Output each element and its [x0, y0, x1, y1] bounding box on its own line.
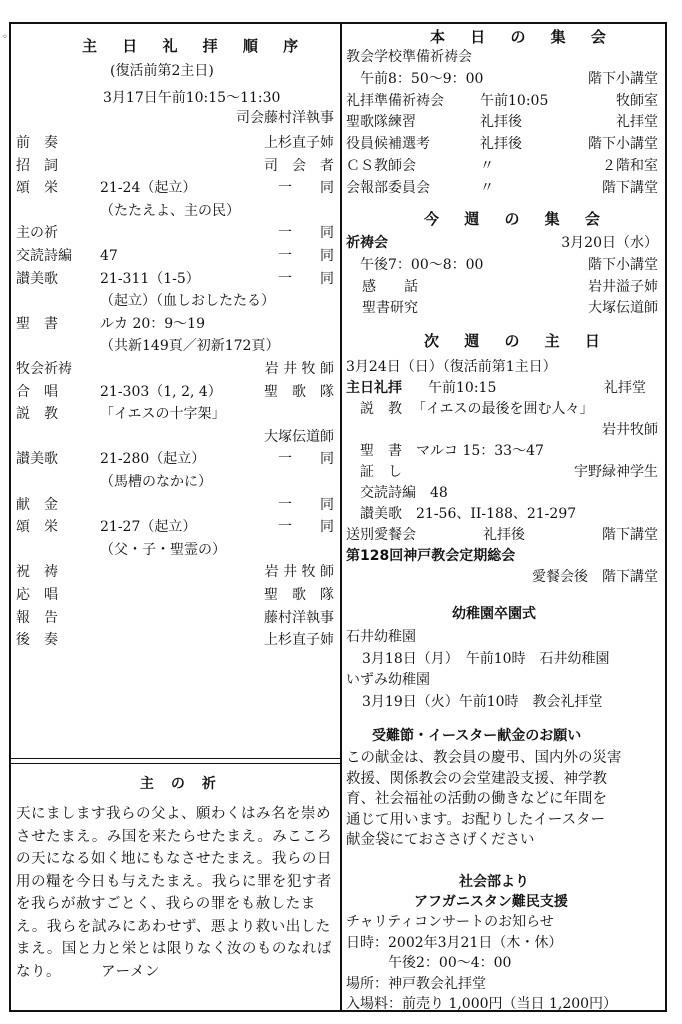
today-row-left: 礼拝準備祈祷会 — [346, 92, 444, 109]
column-divider — [340, 22, 342, 1012]
offering-line: 献金袋にておささげください — [346, 832, 535, 848]
social-line: 場所：神戸教会礼拝堂 — [346, 975, 486, 992]
prayer-amen: アーメン — [101, 963, 160, 980]
today-row-left: 会報部委員会 — [346, 179, 430, 196]
order-presider: 司会藤村洋執事 — [236, 110, 334, 126]
next-testimony-label: 証 し — [360, 464, 402, 480]
next-date: 3月24日（日）（復活前第1主日） — [346, 359, 557, 375]
order-item-label: 頌 栄 — [16, 180, 58, 197]
next-hymns: 讃美歌 21-56、II-188、21-297 — [360, 506, 577, 522]
today-row-left: 午前8：50〜9：00 — [346, 70, 484, 87]
order-item-detail: 47 — [100, 248, 118, 264]
social-subtitle: アフガニスタン難民支援 — [414, 894, 568, 910]
order-item-label: 讃美歌 — [16, 270, 58, 287]
order-subtitle: (復活前第2主日) — [110, 63, 214, 79]
order-item-person: 上杉直子姉 — [264, 135, 334, 151]
next-general-meeting-time: 愛餐会後 階下講堂 — [532, 569, 658, 585]
kindergarten-row: 3月18日（月） 午前10時 石井幼稚園 — [362, 650, 610, 667]
order-item-detail: 21-311（1-5） — [100, 270, 200, 287]
next-farewell-place: 階下講堂 — [602, 527, 658, 543]
order-item-person: 司 会 者 — [264, 157, 334, 174]
order-item-label: 合 唱 — [16, 383, 58, 400]
week-meeting: 祈祷会 — [346, 235, 388, 251]
week-row-left: 感 話 — [362, 279, 418, 295]
today-row-left: ＣＳ教師会 — [346, 158, 416, 174]
order-item-label: 前 奏 — [16, 135, 58, 151]
order-item-label: 招 詞 — [16, 157, 58, 174]
order-item-label: 応 唱 — [16, 587, 58, 603]
today-row-right: 階下小講堂 — [588, 70, 658, 87]
order-item-person: 一 同 — [278, 248, 334, 264]
offering-line: 育、社会福祉の活動の働きなどに年間を — [346, 791, 607, 807]
today-row-mid: 礼拝後 — [480, 114, 522, 131]
order-item-person: 大塚伝道師 — [264, 428, 334, 445]
today-row-left: 役員候補選考 — [346, 136, 430, 153]
today-row-mid: 礼拝後 — [480, 136, 522, 153]
today-row-left: 教会学校準備祈祷会 — [346, 49, 472, 65]
order-item-person: 岩 井 牧 師 — [264, 564, 334, 581]
order-item-person: 一 同 — [278, 519, 334, 536]
social-line: 入場料：前売り 1,000円（当日 1,200円） — [346, 996, 618, 1012]
order-item-person: 一 同 — [278, 496, 334, 513]
today-title: 本 日 の 集 会 — [430, 28, 616, 46]
next-worship-place: 礼拝堂 — [604, 380, 646, 396]
offering-line: 救援、関係教会の会堂建設支援、神学教 — [346, 770, 607, 787]
today-row-right: 牧師室 — [616, 92, 658, 109]
order-item-person: 上杉直子姉 — [264, 632, 334, 649]
order-item-detail: 21-24（起立） — [100, 180, 197, 197]
next-testimony-person: 宇野緑神学生 — [574, 464, 658, 480]
order-item-detail: （共新149頁／初新172頁） — [100, 338, 280, 355]
week-row-left: 聖書研究 — [362, 300, 418, 316]
order-item-detail: （起立）（血しおしたたる） — [100, 293, 275, 310]
order-item-person: 一 同 — [278, 225, 334, 242]
next-scripture: 聖 書 マルコ 15：33〜47 — [360, 443, 544, 459]
order-item-person: 藤村洋執事 — [264, 609, 334, 626]
order-item-detail: （馬槽のなかに） — [100, 474, 212, 490]
today-row-mid: 〃 — [480, 158, 494, 174]
order-item-label: 牧会祈祷 — [16, 361, 72, 377]
next-worship-time: 午前10:15 — [428, 380, 497, 396]
kindergarten-row: 3月19日（火）午前10時 教会礼拝堂 — [362, 693, 603, 710]
next-general-meeting: 第128回神戸教会定期総会 — [346, 548, 516, 564]
offering-line: 通じて用います。お配りしたイースター — [346, 811, 606, 828]
social-title: 社会部より — [459, 874, 529, 890]
week-title: 今 週 の 集 会 — [424, 210, 610, 228]
order-item-person: 岩 井 牧 師 — [264, 361, 334, 377]
prayer-title: 主 の 祈 — [140, 776, 222, 792]
order-item-label: 聖 書 — [16, 315, 58, 332]
order-item-label: 献 金 — [16, 496, 58, 513]
order-item-detail: 「イエスの十字架」 — [100, 406, 226, 423]
order-item-detail: 21-280（起立） — [100, 451, 206, 468]
next-title: 次 週 の 主 日 — [424, 332, 610, 350]
order-item-person: 聖 歌 隊 — [264, 383, 334, 400]
next-sermon-label: 説 教 — [360, 401, 402, 417]
order-item-label: 後 奏 — [16, 632, 58, 649]
order-item-label: 主の祈 — [16, 225, 58, 242]
order-item-detail: 21-303（1, 2, 4） — [100, 383, 222, 400]
social-line: 日時：2002年3月21日（木・休） — [346, 934, 563, 951]
week-date: 3月20日（水） — [561, 235, 658, 251]
kindergarten-row: いずみ幼稚園 — [346, 672, 430, 688]
today-row-right: ２階和室 — [602, 158, 658, 174]
social-line: 午後2：00〜4：00 — [346, 955, 512, 971]
order-item-person: 一 同 — [278, 270, 334, 287]
next-worship: 主日礼拝 — [346, 380, 402, 396]
order-item-detail: （たたえよ、主の民） — [100, 202, 240, 219]
kindergarten-row: 石井幼稚園 — [346, 629, 416, 645]
week-row-right: 岩井溢子姉 — [588, 279, 658, 295]
today-row-mid: 午前10:05 — [480, 92, 549, 109]
today-row-right: 階下小講堂 — [588, 136, 658, 153]
today-row-mid: 〃 — [480, 179, 494, 196]
section-divider — [9, 758, 342, 764]
next-psalm: 交読詩編 48 — [360, 485, 448, 501]
order-item-person: 聖 歌 隊 — [264, 587, 334, 603]
next-farewell-time: 礼拝後 — [483, 527, 525, 543]
today-row-left: 聖歌隊練習 — [346, 114, 416, 131]
order-item-person: 一 同 — [278, 451, 334, 468]
social-line: チャリティコンサートのお知らせ — [346, 914, 554, 930]
order-item-label: 祝 祷 — [16, 564, 58, 581]
today-row-right: 階下講堂 — [602, 179, 658, 196]
prayer-body: 天にまします我らの父よ、願わくはみ名を崇めさせたまえ。み国を来たらせたまえ。みこころの天になる如く地にもなさせたまえ。我らの日用の糧を今日も与えたまえ。我らに罪を犯す者を我らが赦すごとく、我らの罪をも赦したまえ。我らを試みにあわせず、悪より救い出したまえ。国と力と栄とは限りなく汝のものなればなり。 — [16, 806, 333, 980]
kindergarten-title: 幼稚園卒園式 — [452, 606, 536, 622]
corner-mark: ◦ — [2, 32, 8, 43]
next-preacher: 岩井牧師 — [602, 422, 658, 438]
order-item-label: 報 告 — [16, 609, 58, 626]
order-item-person: 一 同 — [278, 180, 334, 197]
next-farewell: 送別愛餐会 — [346, 527, 416, 543]
prayer-text — [16, 803, 336, 983]
order-item-label: 頌 栄 — [16, 519, 58, 536]
order-datetime: 3月17日午前10:15〜11:30 — [103, 90, 281, 106]
week-room: 階下小講堂 — [588, 257, 658, 273]
order-item-detail: （父・子・聖霊の） — [100, 541, 226, 558]
week-time: 午後7：00〜8：00 — [360, 257, 484, 273]
order-item-label: 交読詩編 — [16, 248, 72, 264]
offering-title: 受難節・イースター献金のお願い — [372, 728, 582, 744]
order-item-detail: 21-27（起立） — [100, 519, 197, 536]
next-sermon-title: 「イエスの最後を囲む人々」 — [412, 401, 594, 417]
offering-line: この献金は、教会員の慶弔、国内外の災害 — [346, 750, 622, 766]
today-row-right: 礼拝堂 — [616, 114, 658, 131]
order-item-label: 説 教 — [16, 406, 58, 423]
order-item-label: 讃美歌 — [16, 451, 58, 468]
order-item-detail: ルカ 20：9〜19 — [100, 315, 205, 332]
order-title: 主 日 礼 拝 順 序 — [82, 37, 309, 55]
week-row-right: 大塚伝道師 — [588, 300, 658, 316]
